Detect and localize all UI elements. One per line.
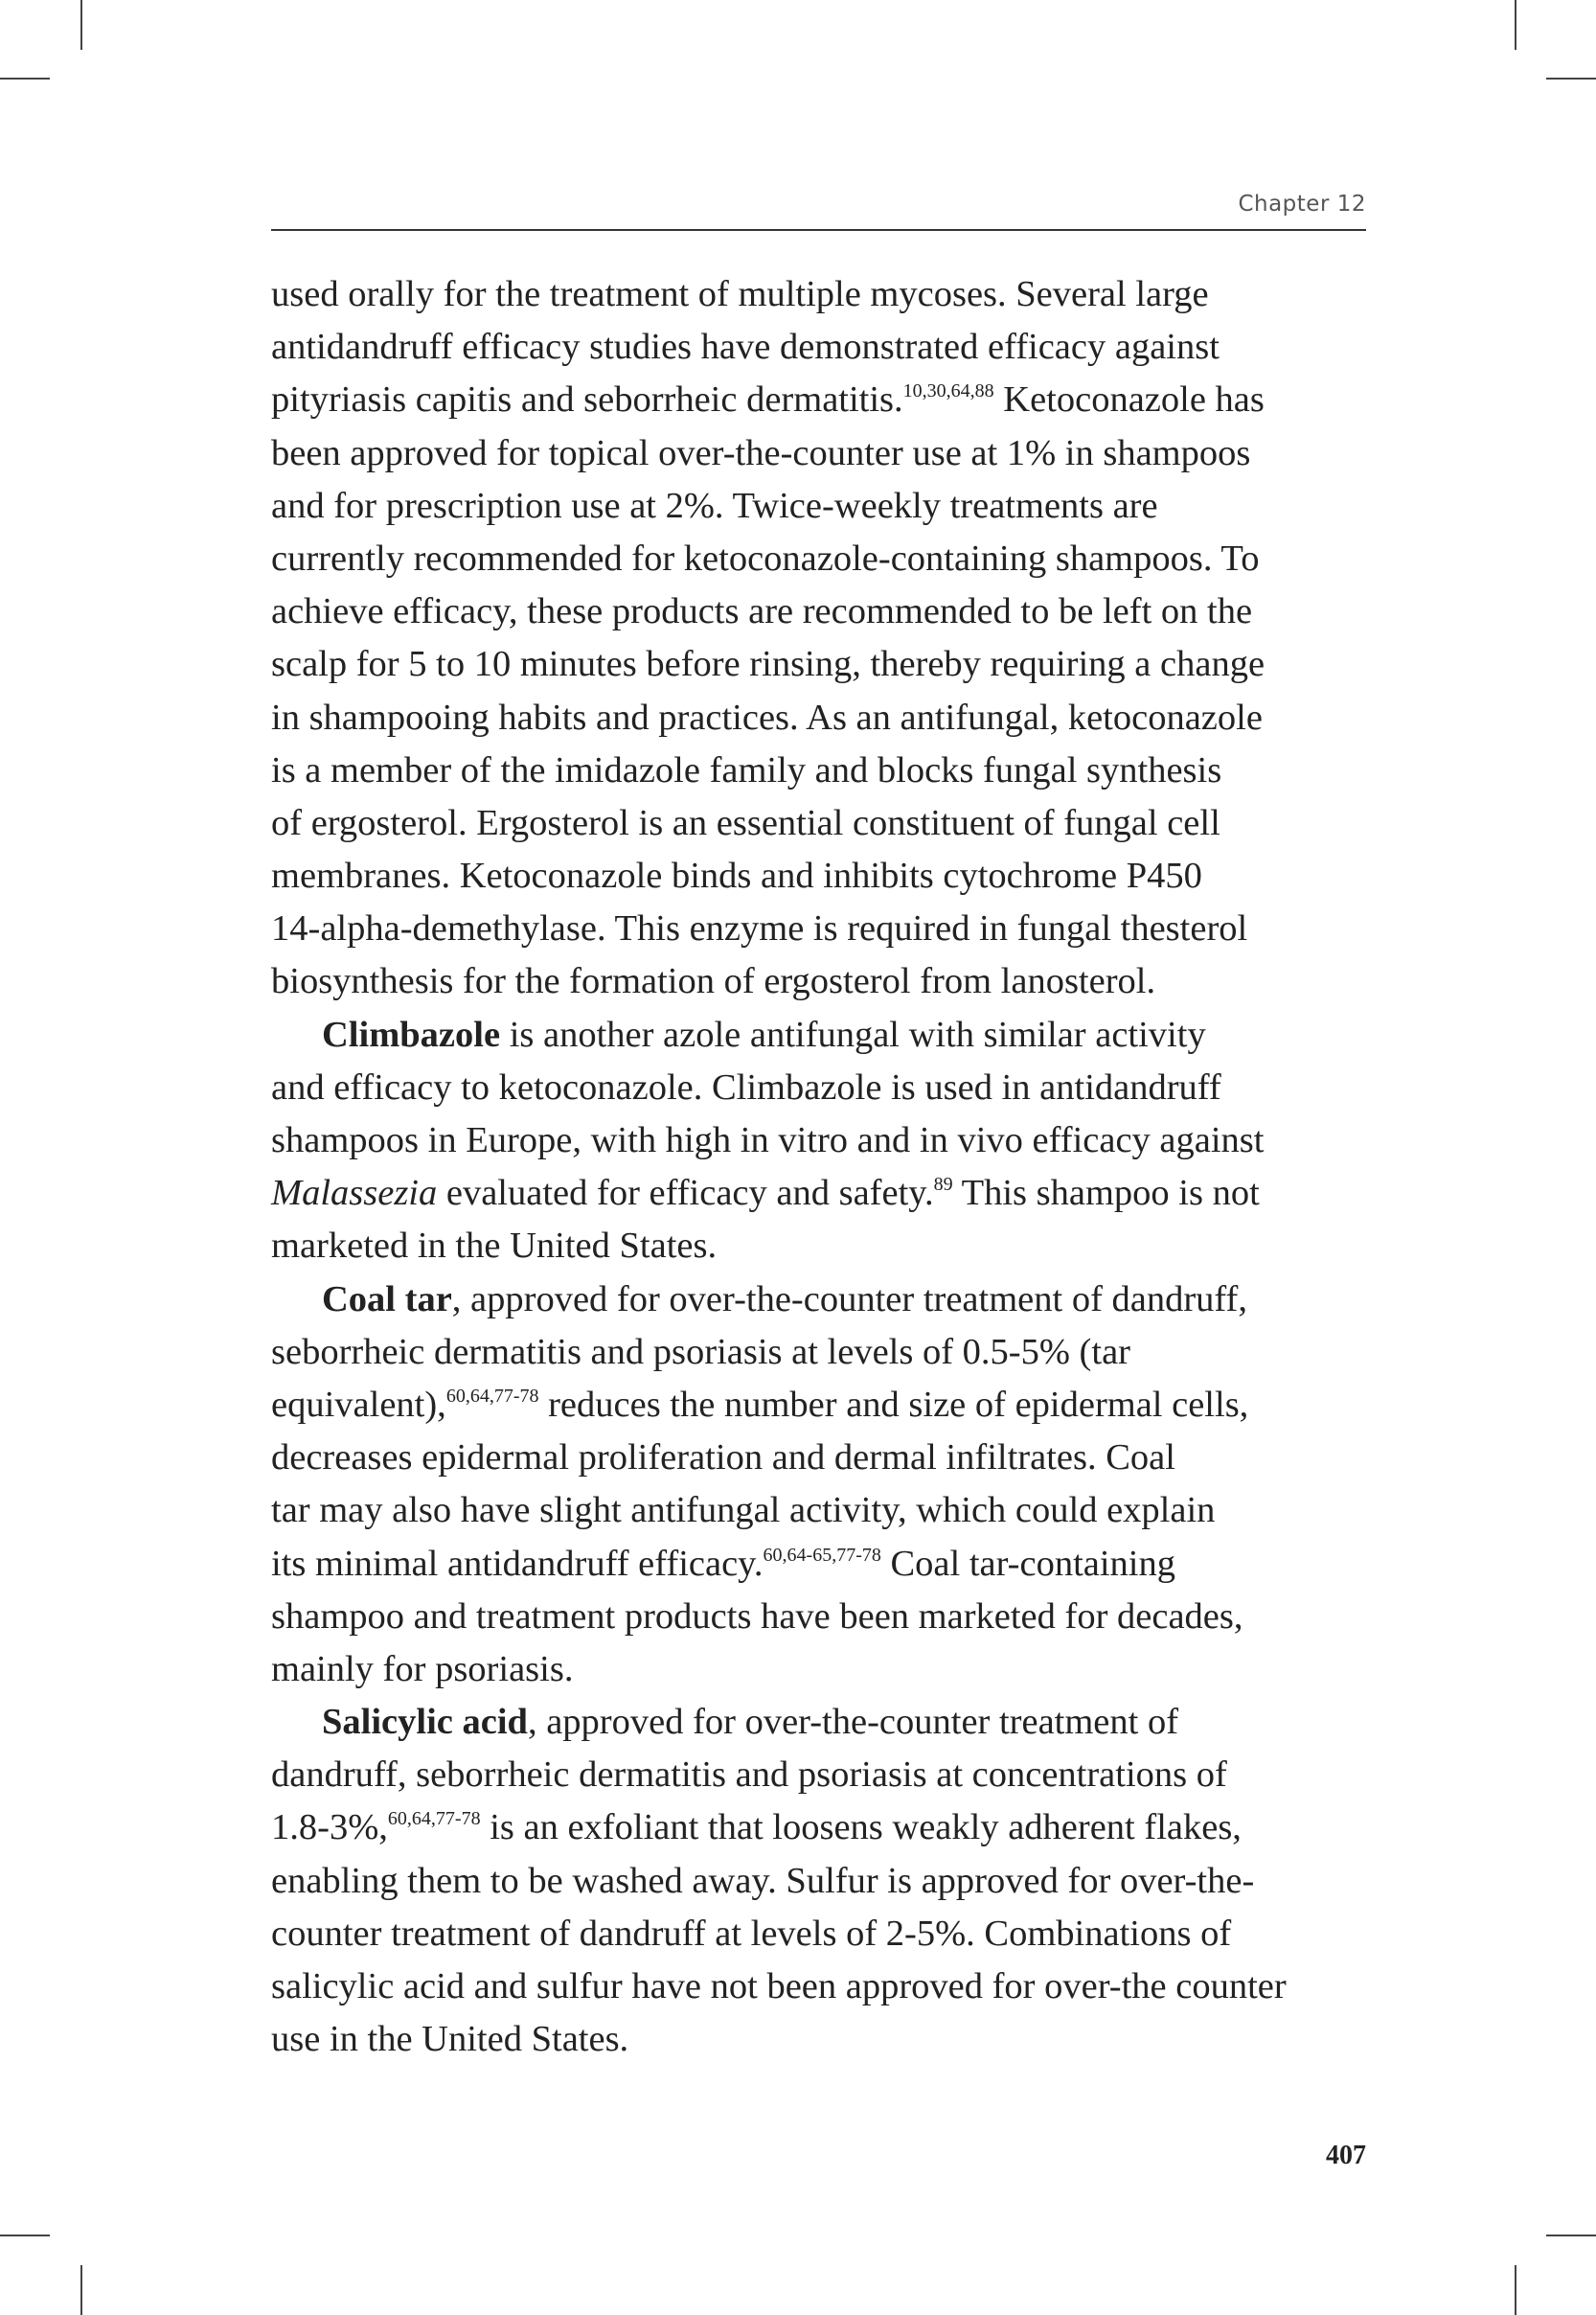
text-line: of ergosterol. Ergosterol is an essential constituent of fungal cell (271, 802, 1220, 843)
body-text (271, 268, 1366, 2066)
text-line: antidandruff efficacy studies have demonstrated efficacy against (271, 327, 1220, 368)
text-line: Coal tar, approved for over-the-counter treatment of dandruff, (322, 1278, 1247, 1319)
header-rule (271, 229, 1366, 231)
running-head: Chapter 12 (1238, 192, 1366, 217)
text-line: decreases epidermal proliferation and dermal infiltrates. Coal (271, 1437, 1175, 1478)
crop-mark (1515, 0, 1516, 50)
text-line: shampoos in Europe, with high in vitro and in vivo efficacy against (271, 1120, 1265, 1160)
text-line: 14-alpha-demethylase. This enzyme is required in fungal thesterol (271, 908, 1248, 950)
term-malassezia: Malassezia (271, 1173, 438, 1214)
text-line: 1.8-3%,$^{60,64,77-78}$ is an exfoliant that loosens weakly adherent flakes, (271, 1807, 1242, 1848)
text-line: membranes. Ketoconazole binds and inhibits cytochrome P450 (271, 856, 1202, 897)
citation: 60,64,77-78 (387, 1808, 481, 1830)
citation: 10,30,64,88 (902, 380, 994, 402)
text-line: use in the United States. (271, 2019, 629, 2060)
text-line: Climbazole is another azole antifungal with similar activity (322, 1014, 1206, 1055)
text-line: and for prescription use at 2%. Twice-weekly treatments are (271, 485, 1158, 526)
text-line: mainly for psoriasis. (271, 1648, 574, 1689)
text-line: shampoo and treatment products have been marketed for decades, (271, 1595, 1243, 1637)
text-line: been approved for topical over-the-counter use at 1% in shampoos (271, 432, 1251, 473)
page-number: 407 (1326, 2141, 1366, 2170)
crop-mark (1546, 78, 1596, 80)
text-line: in shampooing habits and practices. As an antifungal, ketoconazole (271, 697, 1263, 738)
text-line: salicylic acid and sulfur have not been approved for over-the counter (271, 1966, 1287, 2006)
text-line: counter treatment of dandruff at levels of 2-5%. Combinations of (271, 1913, 1232, 1954)
text-line: is a member of the imidazole family and blocks fungal synthesis (271, 749, 1222, 791)
text-line: scalp for 5 to 10 minutes before rinsing, thereby requiring a change (271, 644, 1265, 685)
crop-mark (80, 0, 82, 50)
crop-mark (0, 78, 50, 80)
text-line: dandruff, seborrheic dermatitis and psoriasis at concentrations of (271, 1754, 1227, 1796)
citation: 60,64-65,77-78 (763, 1544, 881, 1566)
text-line: Salicylic acid, approved for over-the-counter treatment of (322, 1702, 1179, 1743)
text-line: achieve efficacy, these products are recommended to be left on the (271, 591, 1253, 632)
term-salicylic-acid: Salicylic acid (322, 1702, 528, 1743)
text-line: equivalent),$^{60,64,77-78}$ reduces the number and size of epidermal cells, (271, 1384, 1249, 1425)
text-line: seborrheic dermatitis and psoriasis at levels of 0.5-5% (tar (271, 1331, 1130, 1372)
text-line: and efficacy to ketoconazole. Climbazole is used in antidandruff (271, 1066, 1221, 1108)
term-climbazole: Climbazole (322, 1014, 501, 1055)
citation: 60,64,77-78 (445, 1385, 539, 1407)
text-line: its minimal antidandruff efficacy.$^{60,64-65,77-78}$ Coal tar-containing (271, 1543, 1175, 1584)
text-line: Malassezia evaluated for efficacy and safety.$^{89}$ This shampoo is not (271, 1173, 1260, 1214)
crop-mark (80, 2265, 82, 2315)
term-coal-tar: Coal tar (322, 1278, 452, 1319)
text-line: used orally for the treatment of multiple mycoses. Several large (271, 274, 1209, 314)
citation: 89 (933, 1174, 953, 1196)
crop-mark (1546, 2235, 1596, 2236)
text-line: enabling them to be washed away. Sulfur is approved for over-the- (271, 1860, 1255, 1901)
crop-mark (0, 2235, 50, 2236)
text-line: marketed in the United States. (271, 1226, 718, 1267)
text-line: currently recommended for ketoconazole-containing shampoos. To (271, 538, 1260, 579)
text-line: biosynthesis for the formation of ergosterol from lanosterol. (271, 961, 1156, 1002)
crop-mark (1515, 2265, 1516, 2315)
text-line: pityriasis capitis and seborrheic dermatitis.$^{10,30,64,88}$ Ketoconazole has (271, 379, 1265, 421)
text-line: tar may also have slight antifungal activity, which could explain (271, 1490, 1216, 1531)
